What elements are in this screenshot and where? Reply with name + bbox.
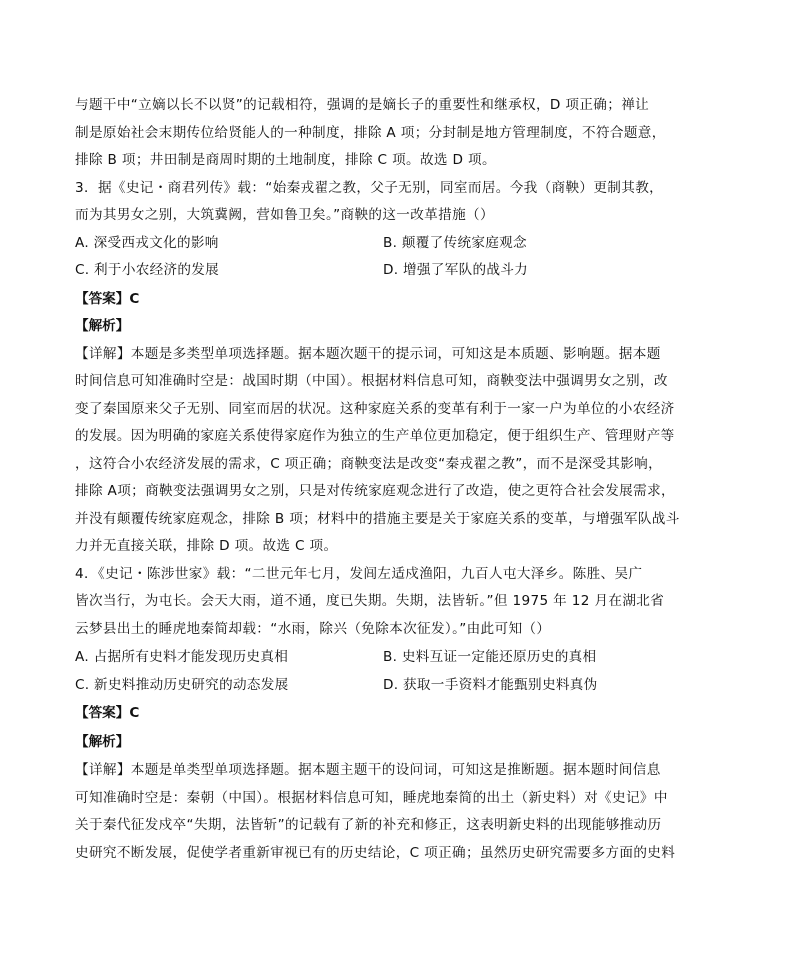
q4-detail-line-3: 关于秦代征发戍卒“失期，法皆斩”的记载有了新的补充和修正，这表明新史料的出现能够推动历: [75, 817, 662, 833]
q3-option-b: B. 颠覆了传统家庭观念: [383, 235, 527, 251]
q3-detail-line-3: 变了秦国原来父子无别、同室而居的状况。这种家庭关系的变革有利于一家一户为单位的小农经济: [75, 401, 675, 417]
q4-option-b: B. 史料互证一定能还原历史的真相: [383, 649, 597, 665]
q3-detail-line-5: ，这符合小农经济发展的需求，C 项正确；商鞅变法是改变“秦戎翟之教”，而不是深受其影响，: [75, 456, 663, 472]
q4-option-d: D. 获取一手资料才能甄别史料真伪: [383, 677, 598, 693]
q3-stem-line-2: 而为其男女之别，大筑冀阙，营如鲁卫矣。”商鞅的这一改革措施（）: [75, 207, 494, 223]
q3-option-d: D. 增强了军队的战斗力: [383, 262, 529, 278]
q4-option-a: A. 占据所有史料才能发现历史真相: [75, 649, 289, 665]
q4-stem-line-3: 云梦县出土的睡虎地秦简却载：“水雨，除兴（免除本次征发）。”由此可知（）: [75, 621, 551, 637]
q3-analysis-label: 【解析】: [75, 318, 130, 334]
q3-answer: 【答案】C: [75, 291, 140, 307]
q3-detail-line-6: 排除 A项；商鞅变法强调男女之别，只是对传统家庭观念进行了改造，使之更符合社会发展需求，: [75, 483, 675, 499]
q4-stem-line-1: 4．《史记・陈涉世家》载：“二世元年七月，发闾左适戍渔阳，九百人屯大泽乡。陈胜、吴广: [75, 566, 643, 582]
q3-option-c: C. 利于小农经济的发展: [75, 262, 220, 278]
q3-detail-line-7: 并没有颠覆传统家庭观念，排除 B 项；材料中的措施主要是关于家庭关系的变革，与增强军队战斗: [75, 511, 680, 527]
q4-analysis-label: 【解析】: [75, 734, 130, 750]
q3-detail-line-1: 【详解】本题是多类型单项选择题。据本题次题干的提示词，可知这是本质题、影响题。据本题: [75, 346, 661, 362]
q2-tail-line-1: 与题干中“立嫡以长不以贤”的记载相符，强调的是嫡长子的重要性和继承权，D 项正确；禅让: [75, 97, 650, 113]
q4-option-c: C. 新史料推动历史研究的动态发展: [75, 677, 289, 693]
q4-detail-line-2: 可知准确时空是：秦朝（中国）。根据材料信息可知，睡虎地秦简的出土（新史料）对《史记》中: [75, 790, 668, 806]
q4-detail-line-1: 【详解】本题是单类型单项选择题。据本题主题干的设问词，可知这是推断题。据本题时间信息: [75, 762, 661, 778]
q2-tail-line-3: 排除 B 项；井田制是商周时期的土地制度，排除 C 项。故选 D 项。: [75, 152, 496, 168]
q3-detail-line-8: 力并无直接关联，排除 D 项。故选 C 项。: [75, 538, 338, 554]
q3-detail-line-2: 时间信息可知准确时空是：战国时期（中国）。根据材料信息可知，商鞅变法中强调男女之别，改: [75, 373, 668, 389]
q4-stem-line-2: 皆次当行，为屯长。会天大雨，道不通，度已失期。失期，法皆斩。”但 1975 年 12 月在湖北省: [75, 593, 665, 609]
q2-tail-line-2: 制是原始社会末期传位给贤能人的一种制度，排除 A 项；分封制是地方管理制度，不符合题意，: [75, 125, 666, 141]
q3-stem-line-1: 3．据《史记・商君列传》载：“始秦戎翟之教，父子无别，同室而居。今我（商鞅）更制其教，: [75, 180, 664, 196]
q3-detail-line-4: 的发展。因为明确的家庭关系使得家庭作为独立的生产单位更加稳定，便于组织生产、管理财产等: [75, 428, 675, 444]
q4-detail-line-4: 史研究不断发展，促使学者重新审视已有的历史结论，C 项正确；虽然历史研究需要多方面的史料: [75, 845, 676, 861]
q3-option-a: A. 深受西戎文化的影响: [75, 235, 219, 251]
q4-answer: 【答案】C: [75, 705, 140, 721]
